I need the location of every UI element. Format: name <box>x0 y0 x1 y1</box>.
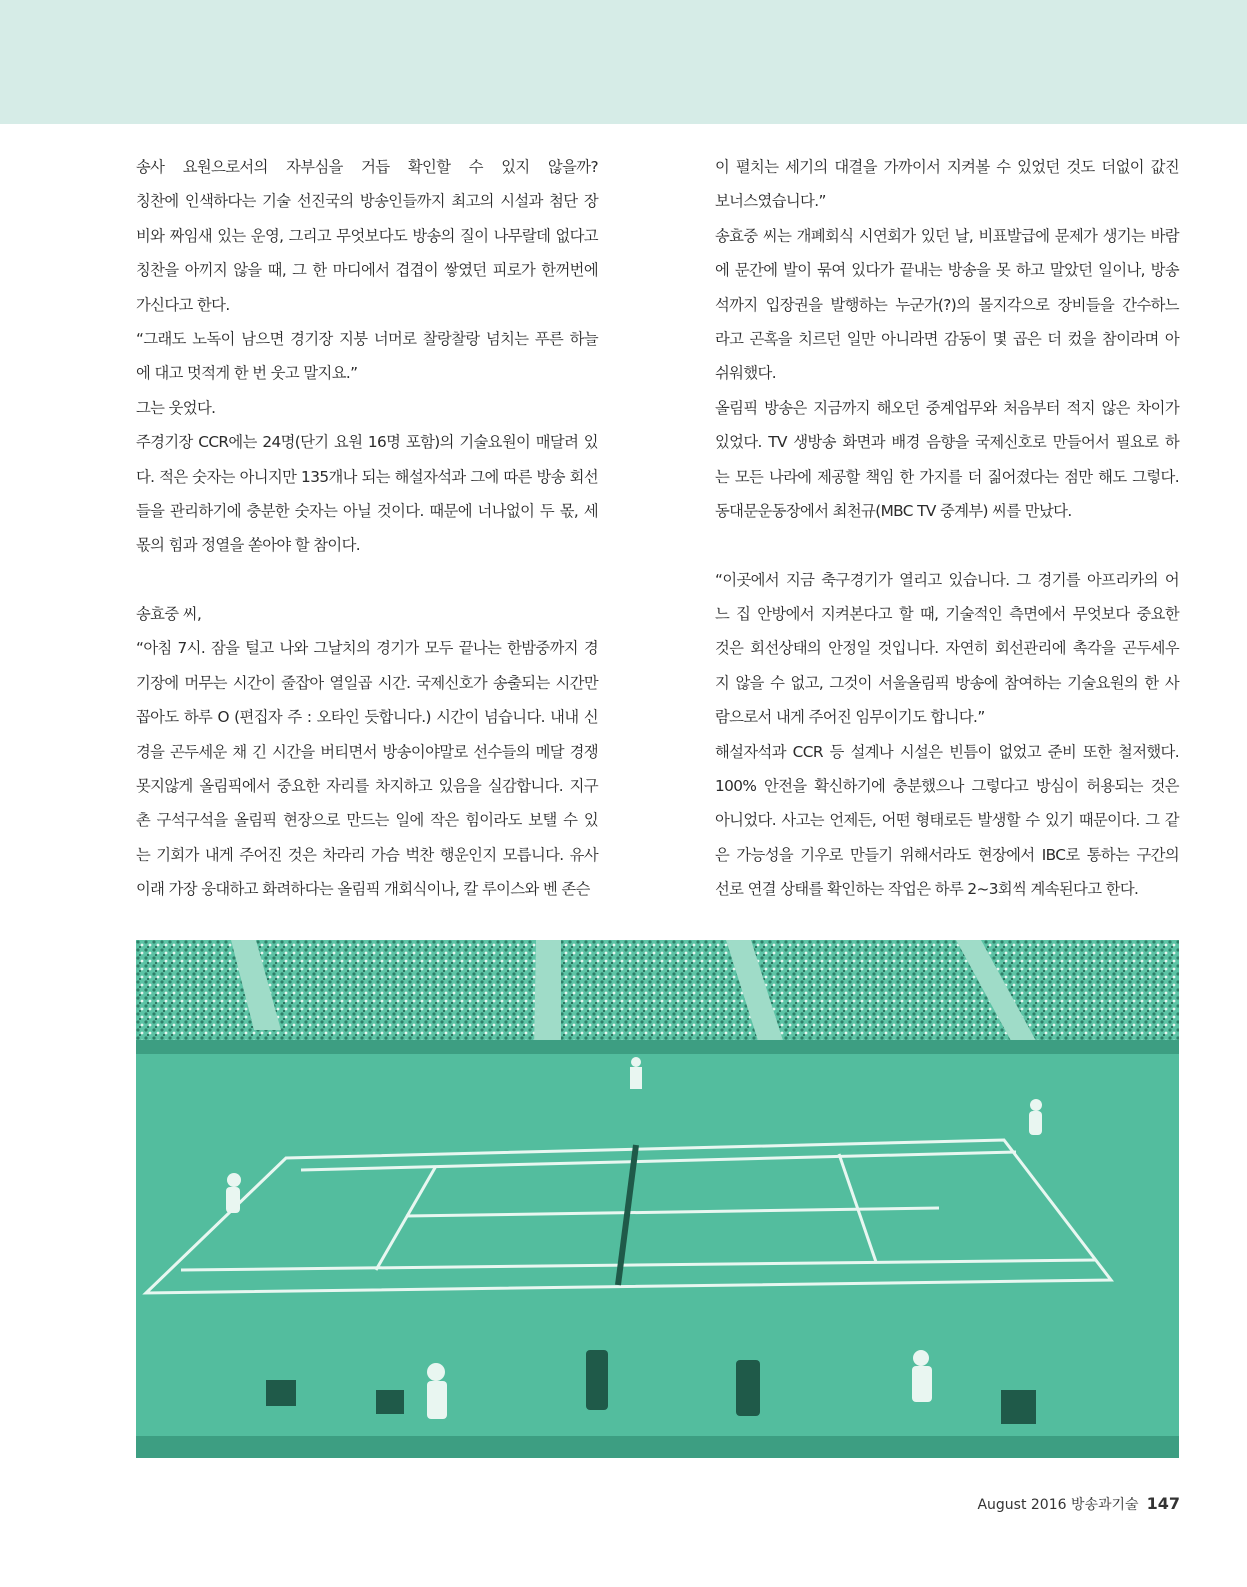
article-left-column <box>136 150 598 907</box>
text-line: 그는 웃었다. <box>136 398 216 417</box>
text-line: “아침 7시. 잠을 털고 나와 그날치의 경기가 모두 끝나는 한밤중까지 경 <box>136 639 598 658</box>
text-line: 아니었다. 사고는 언제든, 어떤 형태로든 발생할 수 있기 때문이다. 그 같 <box>715 811 1179 830</box>
text-line: 비와 짜임새 있는 운영, 그리고 무엇보다도 방송의 질이 나무랄데 없다고 <box>136 226 598 245</box>
article-right-column <box>715 150 1179 907</box>
text-line: 느 집 안방에서 지켜본다고 할 때, 기술적인 측면에서 무엇보다 중요한 <box>715 605 1179 624</box>
text-line: 이래 가장 웅대하고 화려하다는 올림픽 개회식이나, 칼 루이스와 벤 존슨 <box>136 880 590 899</box>
text-line: 송효중 씨는 개폐회식 시연회가 있던 날, 비표발급에 문제가 생기는 바람 <box>715 226 1179 245</box>
text-line: 보너스였습니다.” <box>715 192 826 211</box>
text-line: 칭찬에 인색하다는 기술 선진국의 방송인들까지 최고의 시설과 첨단 장 <box>136 192 598 211</box>
text-line: 는 모든 나라에 제공할 책임 한 가지를 더 짊어졌다는 점만 해도 그렇다. <box>715 467 1179 486</box>
text-line: 몫의 힘과 정열을 쏟아야 할 참이다. <box>136 536 361 555</box>
text-line: “그래도 노독이 남으면 경기장 지붕 너머로 찰랑찰랑 넘치는 푸른 하늘 <box>136 329 598 348</box>
text-line <box>715 528 1179 562</box>
text-line: 은 가능성을 기우로 만들기 위해서라도 현장에서 IBC로 통하는 구간의 <box>715 845 1179 864</box>
text-line: 람으로서 내게 주어진 임무이기도 합니다.” <box>715 708 985 727</box>
text-line <box>136 563 598 597</box>
text-line: “이곳에서 지금 축구경기가 열리고 있습니다. 그 경기를 아프리카의 어 <box>715 570 1179 589</box>
text-line: 쉬워했다. <box>715 364 776 383</box>
text-line: 것은 회선상태의 안정일 것입니다. 자연히 회선관리에 촉각을 곤두세우 <box>715 639 1179 658</box>
page-footer <box>977 1494 1180 1514</box>
text-line: 동대문운동장에서 최천규(MBC TV 중계부) 씨를 만났다. <box>715 501 1072 520</box>
text-line: 꼽아도 하루 O (편집자 주 : 오타인 듯합니다.) 시간이 넘습니다. 내내 신 <box>136 708 598 727</box>
header-color-band <box>0 0 1247 124</box>
text-line: 다. 적은 숫자는 아니지만 135개나 되는 해설자석과 그에 따른 방송 회선 <box>136 467 598 486</box>
text-line: 지 않을 수 없고, 그것이 서울올림픽 방송에 참여하는 기술요원의 한 사 <box>715 673 1179 692</box>
text-line: 에 문간에 발이 묶여 있다가 끝내는 방송을 못 하고 말았던 일이나, 방송 <box>715 261 1179 280</box>
text-line: 선로 연결 상태를 확인하는 작업은 하루 2~3회씩 계속된다고 한다. <box>715 880 1139 899</box>
text-line: 올림픽 방송은 지금까지 해오던 중계업무와 처음부터 적지 않은 차이가 <box>715 398 1179 417</box>
text-line: 송사 요원으로서의 자부심을 거듭 확인할 수 있지 않을까? <box>136 158 598 176</box>
text-line: 경을 곤두세운 채 긴 시간을 버티면서 방송이야말로 선수들의 메달 경쟁 <box>136 742 598 761</box>
text-line: 촌 구석구석을 올림픽 현장으로 만드는 일에 작은 힘이라도 보탤 수 있 <box>136 811 598 830</box>
text-line: 못지않게 올림픽에서 중요한 자리를 차지하고 있음을 실감합니다. 지구 <box>136 777 598 796</box>
tennis-court-photo <box>136 940 1179 1458</box>
text-line: 칭찬을 아끼지 않을 때, 그 한 마디에서 겹겹이 쌓였던 피로가 한꺼번에 <box>136 261 598 280</box>
text-line: 기장에 머무는 시간이 줄잡아 열일곱 시간. 국제신호가 송출되는 시간만 <box>136 673 598 692</box>
text-line: 송효중 씨, <box>136 605 202 624</box>
text-line: 들을 관리하기에 충분한 숫자는 아닐 것이다. 때문에 너나없이 두 몫, 세 <box>136 501 598 520</box>
text-line: 주경기장 CCR에는 24명(단기 요원 16명 포함)의 기술요원이 매달려 있 <box>136 433 598 452</box>
text-line: 해설자석과 CCR 등 설계나 시설은 빈틈이 없었고 준비 또한 철저했다. <box>715 742 1179 761</box>
text-line: 에 대고 멋적게 한 번 웃고 말지요.” <box>136 364 358 383</box>
text-line: 가신다고 한다. <box>136 295 230 314</box>
page-number: 147 <box>1146 1494 1180 1513</box>
text-line: 100% 안전을 확신하기에 충분했으나 그렇다고 방심이 허용되는 것은 <box>715 777 1179 796</box>
footer-issue: August 2016 방송과기술 <box>977 1497 1139 1513</box>
text-line: 있었다. TV 생방송 화면과 배경 음향을 국제신호로 만들어서 필요로 하 <box>715 433 1179 452</box>
text-line: 이 펼치는 세기의 대결을 가까이서 지켜볼 수 있었던 것도 더없이 값진 <box>715 158 1179 176</box>
text-line: 는 기회가 내게 주어진 것은 차라리 가슴 벅찬 행운인지 모릅니다. 유사 <box>136 845 598 864</box>
text-line: 라고 곤혹을 치르던 일만 아니라면 감동이 몇 곱은 더 컸을 참이라며 아 <box>715 329 1179 348</box>
text-line: 석까지 입장권을 발행하는 누군가(?)의 몰지각으로 장비들을 간수하느 <box>715 295 1179 314</box>
tennis-court-illustration <box>136 940 1179 1458</box>
